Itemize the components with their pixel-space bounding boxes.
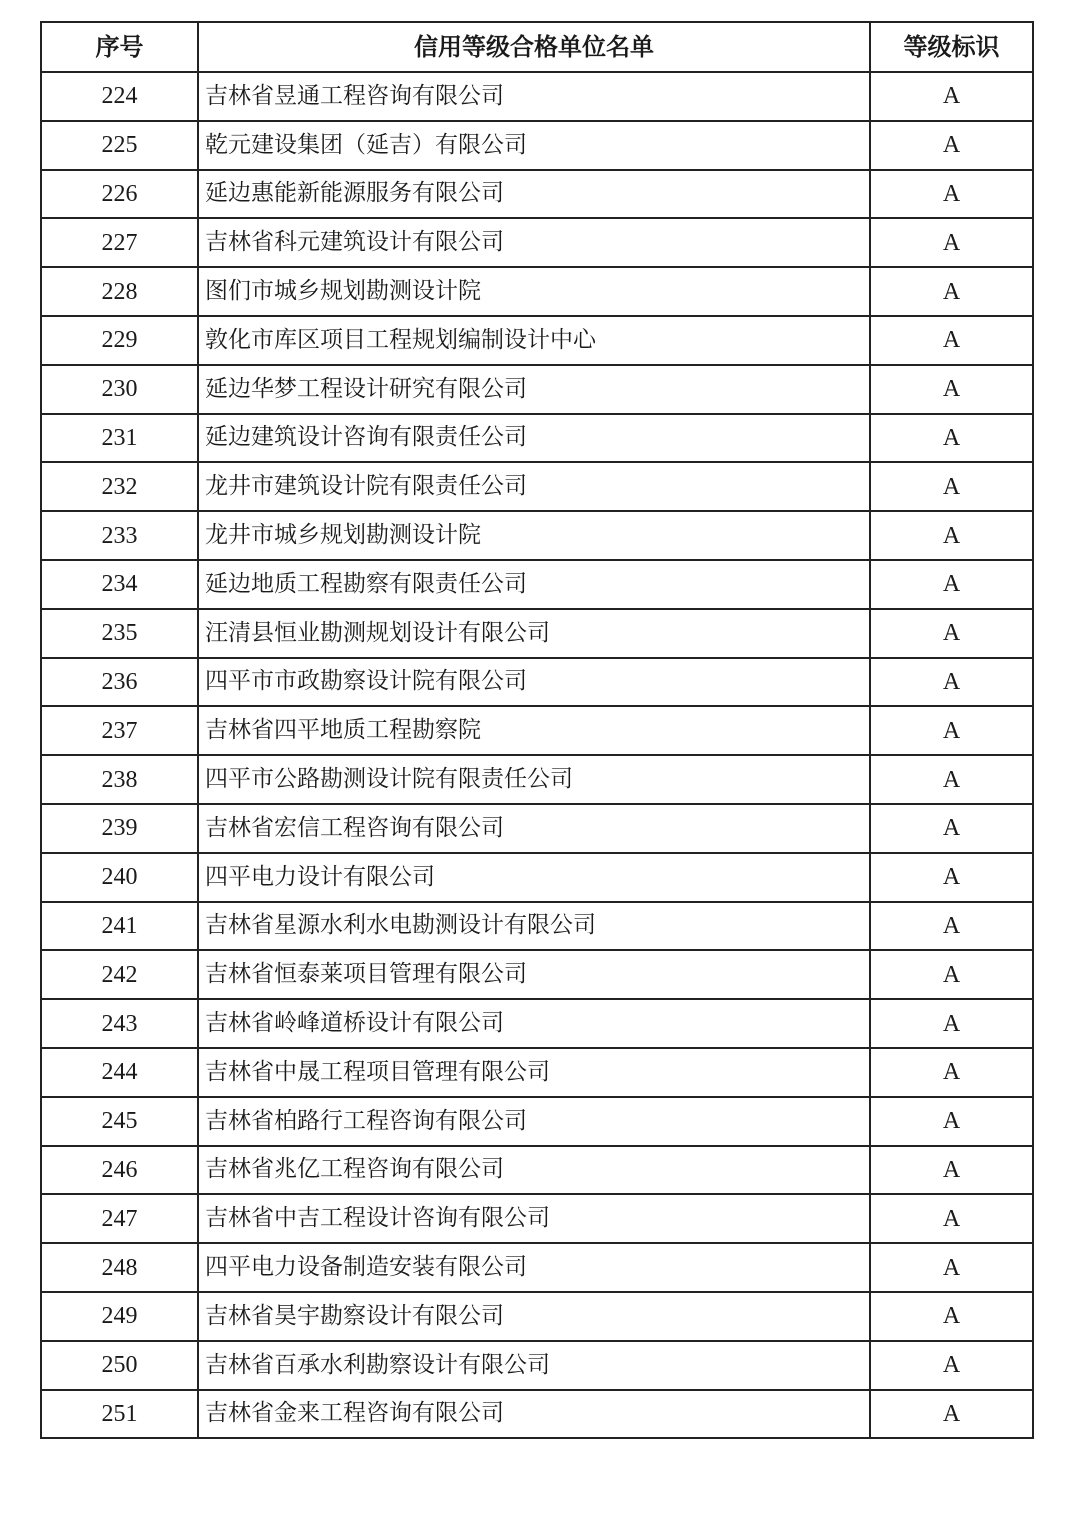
row-grade: A xyxy=(870,316,1033,365)
row-grade: A xyxy=(870,560,1033,609)
table-row xyxy=(41,121,1033,170)
row-grade: A xyxy=(870,1390,1033,1439)
table-row xyxy=(41,72,1033,121)
row-grade: A xyxy=(870,462,1033,511)
row-index: 236 xyxy=(41,658,198,707)
row-index: 233 xyxy=(41,511,198,560)
table-row xyxy=(41,706,1033,755)
row-index: 232 xyxy=(41,462,198,511)
table-row xyxy=(41,218,1033,267)
row-unit-name: 四平电力设备制造安装有限公司 xyxy=(198,1243,870,1292)
row-unit-name: 龙井市建筑设计院有限责任公司 xyxy=(198,462,870,511)
row-index: 240 xyxy=(41,853,198,902)
row-index: 239 xyxy=(41,804,198,853)
row-unit-name: 吉林省昱通工程咨询有限公司 xyxy=(198,72,870,121)
row-index: 224 xyxy=(41,72,198,121)
row-unit-name: 吉林省金来工程咨询有限公司 xyxy=(198,1390,870,1439)
row-unit-name: 龙井市城乡规划勘测设计院 xyxy=(198,511,870,560)
table-row xyxy=(41,560,1033,609)
header-grade: 等级标识 xyxy=(870,22,1033,72)
row-unit-name: 吉林省宏信工程咨询有限公司 xyxy=(198,804,870,853)
table-row xyxy=(41,462,1033,511)
row-grade: A xyxy=(870,1097,1033,1146)
row-index: 234 xyxy=(41,560,198,609)
table-row xyxy=(41,1048,1033,1097)
row-unit-name: 吉林省恒泰莱项目管理有限公司 xyxy=(198,950,870,999)
row-unit-name: 延边华梦工程设计研究有限公司 xyxy=(198,365,870,414)
header-unit-name: 信用等级合格单位名单 xyxy=(198,22,870,72)
row-unit-name: 吉林省百承水利勘察设计有限公司 xyxy=(198,1341,870,1390)
row-index: 251 xyxy=(41,1390,198,1439)
table-row xyxy=(41,1194,1033,1243)
table-row xyxy=(41,1097,1033,1146)
row-index: 244 xyxy=(41,1048,198,1097)
row-grade: A xyxy=(870,170,1033,219)
row-grade: A xyxy=(870,999,1033,1048)
row-unit-name: 吉林省岭峰道桥设计有限公司 xyxy=(198,999,870,1048)
row-grade: A xyxy=(870,1194,1033,1243)
row-index: 247 xyxy=(41,1194,198,1243)
table-row xyxy=(41,414,1033,463)
row-grade: A xyxy=(870,414,1033,463)
row-index: 229 xyxy=(41,316,198,365)
row-grade: A xyxy=(870,804,1033,853)
row-index: 250 xyxy=(41,1341,198,1390)
table-row xyxy=(41,511,1033,560)
row-grade: A xyxy=(870,1292,1033,1341)
row-index: 246 xyxy=(41,1146,198,1195)
table-row xyxy=(41,609,1033,658)
table-row xyxy=(41,267,1033,316)
row-index: 227 xyxy=(41,218,198,267)
row-unit-name: 吉林省昊宇勘察设计有限公司 xyxy=(198,1292,870,1341)
row-index: 226 xyxy=(41,170,198,219)
row-unit-name: 延边地质工程勘察有限责任公司 xyxy=(198,560,870,609)
row-unit-name: 图们市城乡规划勘测设计院 xyxy=(198,267,870,316)
row-unit-name: 延边惠能新能源服务有限公司 xyxy=(198,170,870,219)
row-index: 242 xyxy=(41,950,198,999)
row-unit-name: 四平电力设计有限公司 xyxy=(198,853,870,902)
row-grade: A xyxy=(870,950,1033,999)
row-grade: A xyxy=(870,1243,1033,1292)
row-unit-name: 吉林省兆亿工程咨询有限公司 xyxy=(198,1146,870,1195)
row-index: 248 xyxy=(41,1243,198,1292)
row-unit-name: 敦化市库区项目工程规划编制设计中心 xyxy=(198,316,870,365)
row-grade: A xyxy=(870,267,1033,316)
table-row xyxy=(41,1243,1033,1292)
row-index: 231 xyxy=(41,414,198,463)
table-row xyxy=(41,804,1033,853)
row-grade: A xyxy=(870,1048,1033,1097)
row-grade: A xyxy=(870,511,1033,560)
table-row xyxy=(41,755,1033,804)
row-unit-name: 吉林省柏路行工程咨询有限公司 xyxy=(198,1097,870,1146)
row-index: 237 xyxy=(41,706,198,755)
row-grade: A xyxy=(870,755,1033,804)
row-grade: A xyxy=(870,1341,1033,1390)
row-grade: A xyxy=(870,1146,1033,1195)
row-unit-name: 四平市公路勘测设计院有限责任公司 xyxy=(198,755,870,804)
row-index: 230 xyxy=(41,365,198,414)
table-row xyxy=(41,170,1033,219)
table-row xyxy=(41,365,1033,414)
table-row xyxy=(41,658,1033,707)
row-unit-name: 吉林省科元建筑设计有限公司 xyxy=(198,218,870,267)
table-body xyxy=(41,72,1033,1438)
header-row xyxy=(41,22,1033,72)
row-grade: A xyxy=(870,121,1033,170)
header-index: 序号 xyxy=(41,22,198,72)
row-unit-name: 延边建筑设计咨询有限责任公司 xyxy=(198,414,870,463)
row-index: 225 xyxy=(41,121,198,170)
table-row xyxy=(41,316,1033,365)
table-row xyxy=(41,853,1033,902)
table-row xyxy=(41,1390,1033,1439)
row-unit-name: 吉林省中晟工程项目管理有限公司 xyxy=(198,1048,870,1097)
row-index: 235 xyxy=(41,609,198,658)
row-grade: A xyxy=(870,609,1033,658)
row-grade: A xyxy=(870,658,1033,707)
row-index: 238 xyxy=(41,755,198,804)
row-unit-name: 汪清县恒业勘测规划设计有限公司 xyxy=(198,609,870,658)
row-index: 243 xyxy=(41,999,198,1048)
row-grade: A xyxy=(870,706,1033,755)
row-index: 249 xyxy=(41,1292,198,1341)
row-grade: A xyxy=(870,365,1033,414)
table-row xyxy=(41,999,1033,1048)
table-header xyxy=(41,22,1033,72)
row-grade: A xyxy=(870,853,1033,902)
row-unit-name: 吉林省中吉工程设计咨询有限公司 xyxy=(198,1194,870,1243)
row-unit-name: 四平市市政勘察设计院有限公司 xyxy=(198,658,870,707)
row-unit-name: 吉林省星源水利水电勘测设计有限公司 xyxy=(198,902,870,951)
table-row xyxy=(41,1341,1033,1390)
row-grade: A xyxy=(870,902,1033,951)
table-row xyxy=(41,902,1033,951)
row-index: 245 xyxy=(41,1097,198,1146)
row-grade: A xyxy=(870,218,1033,267)
row-index: 241 xyxy=(41,902,198,951)
row-grade: A xyxy=(870,72,1033,121)
table-row xyxy=(41,950,1033,999)
table-row xyxy=(41,1146,1033,1195)
credit-rating-table xyxy=(40,21,1034,1439)
table-row xyxy=(41,1292,1033,1341)
row-index: 228 xyxy=(41,267,198,316)
row-unit-name: 吉林省四平地质工程勘察院 xyxy=(198,706,870,755)
row-unit-name: 乾元建设集团（延吉）有限公司 xyxy=(198,121,870,170)
